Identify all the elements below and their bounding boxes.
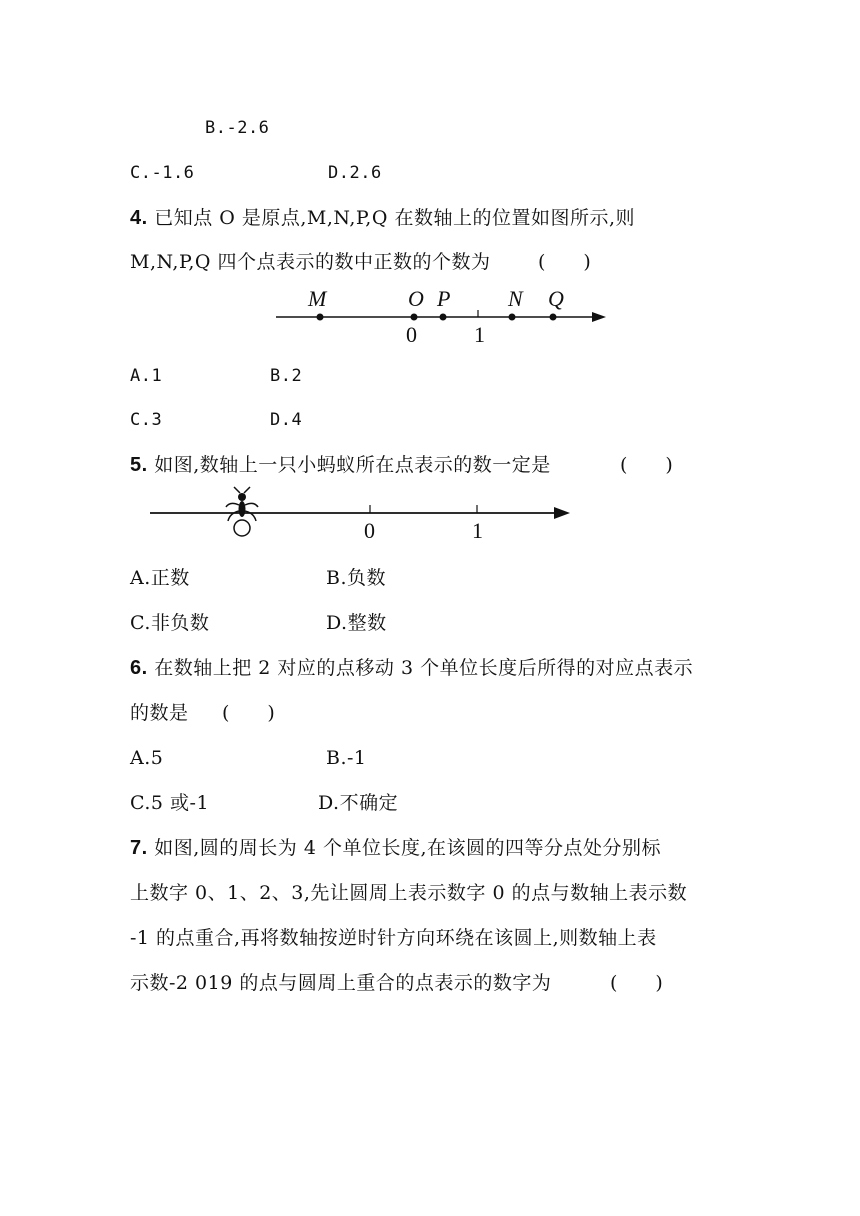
q7-stem-line2: 上数字 0、1、2、3,先让圆周上表示数字 0 的点与数轴上表示数: [130, 882, 688, 904]
q4-number-line: [276, 286, 606, 347]
q7-text-line1: 如图,圆的周长为 4 个单位长度,在该圆的四等分点处分别标: [154, 837, 661, 859]
q4-point-m: [317, 314, 324, 321]
q4-point-q: [550, 314, 557, 321]
q3-option-d: D.2.6: [328, 163, 382, 183]
q4-option-a: A.1: [130, 366, 163, 386]
q5-option-a: A.正数: [130, 567, 190, 589]
q6-option-d: D.不确定: [318, 792, 399, 814]
q5-option-c: C.非负数: [130, 612, 210, 634]
q4-text-line1: 已知点 O 是原点,M,N,P,Q 在数轴上的位置如图所示,则: [154, 207, 636, 229]
q6-stem-line2: [130, 699, 189, 727]
q4-answer-paren: ( ): [538, 251, 591, 273]
q4-point-p: [440, 314, 447, 321]
q6-option-a: A.5: [130, 747, 164, 769]
q5-option-d: D.整数: [326, 612, 387, 634]
q4-label-q: Q: [548, 286, 564, 311]
q4-option-b: B.2: [270, 366, 303, 386]
q7-stem-line1: [130, 834, 661, 862]
q7-answer-paren: ( ): [610, 972, 663, 994]
q5-option-b: B.负数: [326, 567, 387, 589]
q4-point-n: [509, 314, 516, 321]
q5-number-line: [150, 487, 570, 543]
ant-icon: [226, 487, 258, 536]
q7-stem-line3: -1 的点重合,再将数轴按逆时针方向环绕在该圆上,则数轴上表: [130, 927, 657, 949]
q5-stem: [130, 451, 551, 479]
q4-tick-label-1: 1: [474, 322, 485, 347]
q4-number: 4.: [130, 207, 148, 229]
q4-label-m: M: [308, 286, 327, 311]
q4-label-n: N: [508, 286, 523, 311]
q6-text-line2: 的数是: [130, 702, 189, 724]
q4-axis-arrow: [592, 312, 606, 322]
q7-number: 7.: [130, 837, 148, 859]
q7-stem-line4: 示数-2 019 的点与圆周上重合的点表示的数字为: [130, 972, 552, 994]
q5-number: 5.: [130, 454, 148, 476]
q4-label-o: O: [408, 286, 424, 311]
q6-stem-line1: [130, 654, 693, 682]
q3-option-b: B.-2.6: [205, 118, 270, 138]
q4-tick-label-0: 0: [406, 322, 417, 347]
q3-option-c: C.-1.6: [130, 163, 195, 183]
q5-axis-arrow: [554, 507, 570, 519]
q5-tick-label-0: 0: [364, 518, 375, 543]
q5-text: 如图,数轴上一只小蚂蚁所在点表示的数一定是: [154, 454, 551, 476]
q6-option-b: B.-1: [326, 747, 367, 769]
q6-text-line1: 在数轴上把 2 对应的点移动 3 个单位长度后所得的对应点表示: [154, 657, 694, 679]
q4-option-d: D.4: [270, 410, 303, 430]
q4-point-o: [411, 314, 418, 321]
q5-tick-label-1: 1: [472, 518, 483, 543]
q6-answer-paren: ( ): [222, 702, 275, 724]
q5-answer-paren: ( ): [620, 454, 673, 476]
q4-label-p: P: [437, 286, 451, 311]
q6-number: 6.: [130, 657, 148, 679]
q4-text-line2: M,N,P,Q 四个点表示的数中正数的个数为: [130, 251, 491, 273]
q4-option-c: C.3: [130, 410, 163, 430]
q6-option-c: C.5 或-1: [130, 792, 210, 814]
